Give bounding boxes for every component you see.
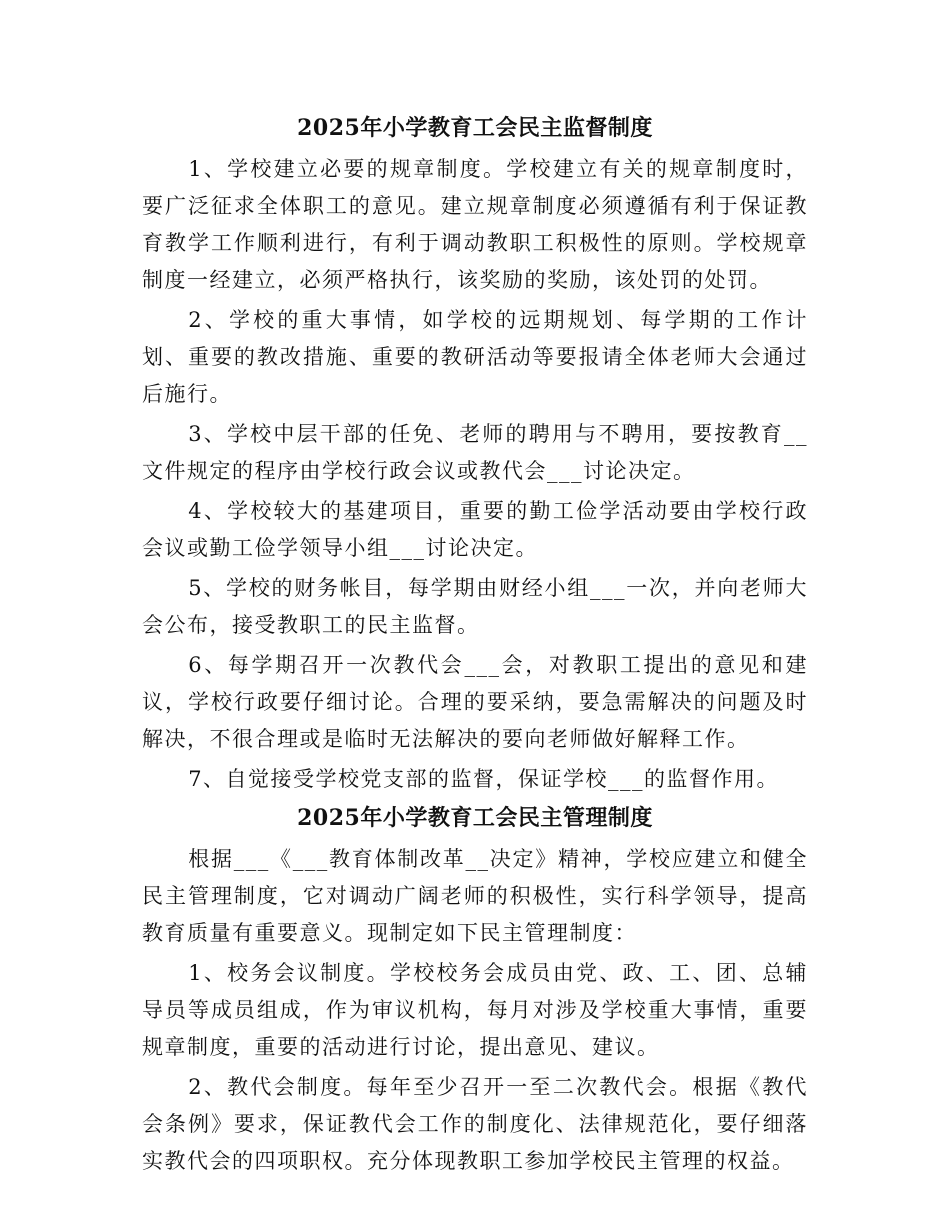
section1-paragraph-7: 7、自觉接受学校党支部的监督，保证学校___的监督作用。 [188, 767, 780, 791]
section2-paragraph-3: 2、教代会制度。每年至少召开一至二次教代会。根据《教代会条例》要求，保证教代会工作的制度化、法律规范化，要仔细落实教代会的四项职权。充分体现教职工参加学校民主管理的权益。 [142, 1075, 808, 1173]
section2-title: 2025年小学教育工会民主管理制度 [297, 805, 653, 831]
section1-paragraph-5: 5、学校的财务帐目，每学期由财经小组___一次，并向老师大会公布，接受教职工的民主监督。 [142, 576, 808, 637]
section1-paragraph-2: 2、学校的重大事情，如学校的远期规划、每学期的工作计划、重要的教改措施、重要的教研活动等要报请全体老师大会通过后施行。 [142, 308, 808, 406]
section1-title: 2025年小学教育工会民主监督制度 [297, 115, 653, 141]
section1-paragraph-4: 4、学校较大的基建项目，重要的勤工俭学活动要由学校行政会议或勤工俭学领导小组___讨论决定。 [142, 499, 808, 560]
section1-paragraph-6: 6、每学期召开一次教代会___会，对教职工提出的意见和建议，学校行政要仔细讨论。合理的要采纳，要急需解决的问题及时解决，不很合理或是临时无法解决的要向老师做好解释工作。 [142, 653, 808, 751]
section1-paragraph-1: 1、学校建立必要的规章制度。学校建立有关的规章制度时，要广泛征求全体职工的意见。建立规章制度必须遵循有利于保证教育教学工作顺利进行，有利于调动教职工积极性的原则。学校规章制度一经建立，必须严格执行，该奖励的奖励，该处罚的处罚。 [142, 157, 808, 292]
section2-paragraph-2: 1、校务会议制度。学校校务会成员由党、政、工、团、总辅导员等成员组成，作为审议机构，每月对涉及学校重大事情，重要规章制度，重要的活动进行讨论，提出意见、建议。 [142, 961, 808, 1059]
section1-paragraph-3: 3、学校中层干部的任免、老师的聘用与不聘用，要按教育__文件规定的程序由学校行政会议或教代会___讨论决定。 [142, 422, 808, 483]
document-page [142, 108, 808, 1180]
section2-paragraph-1: 根据___《___教育体制改革__决定》精神，学校应建立和健全民主管理制度，它对调动广阔老师的积极性，实行科学领导，提高教育质量有重要意义。现制定如下民主管理制度： [142, 847, 808, 945]
